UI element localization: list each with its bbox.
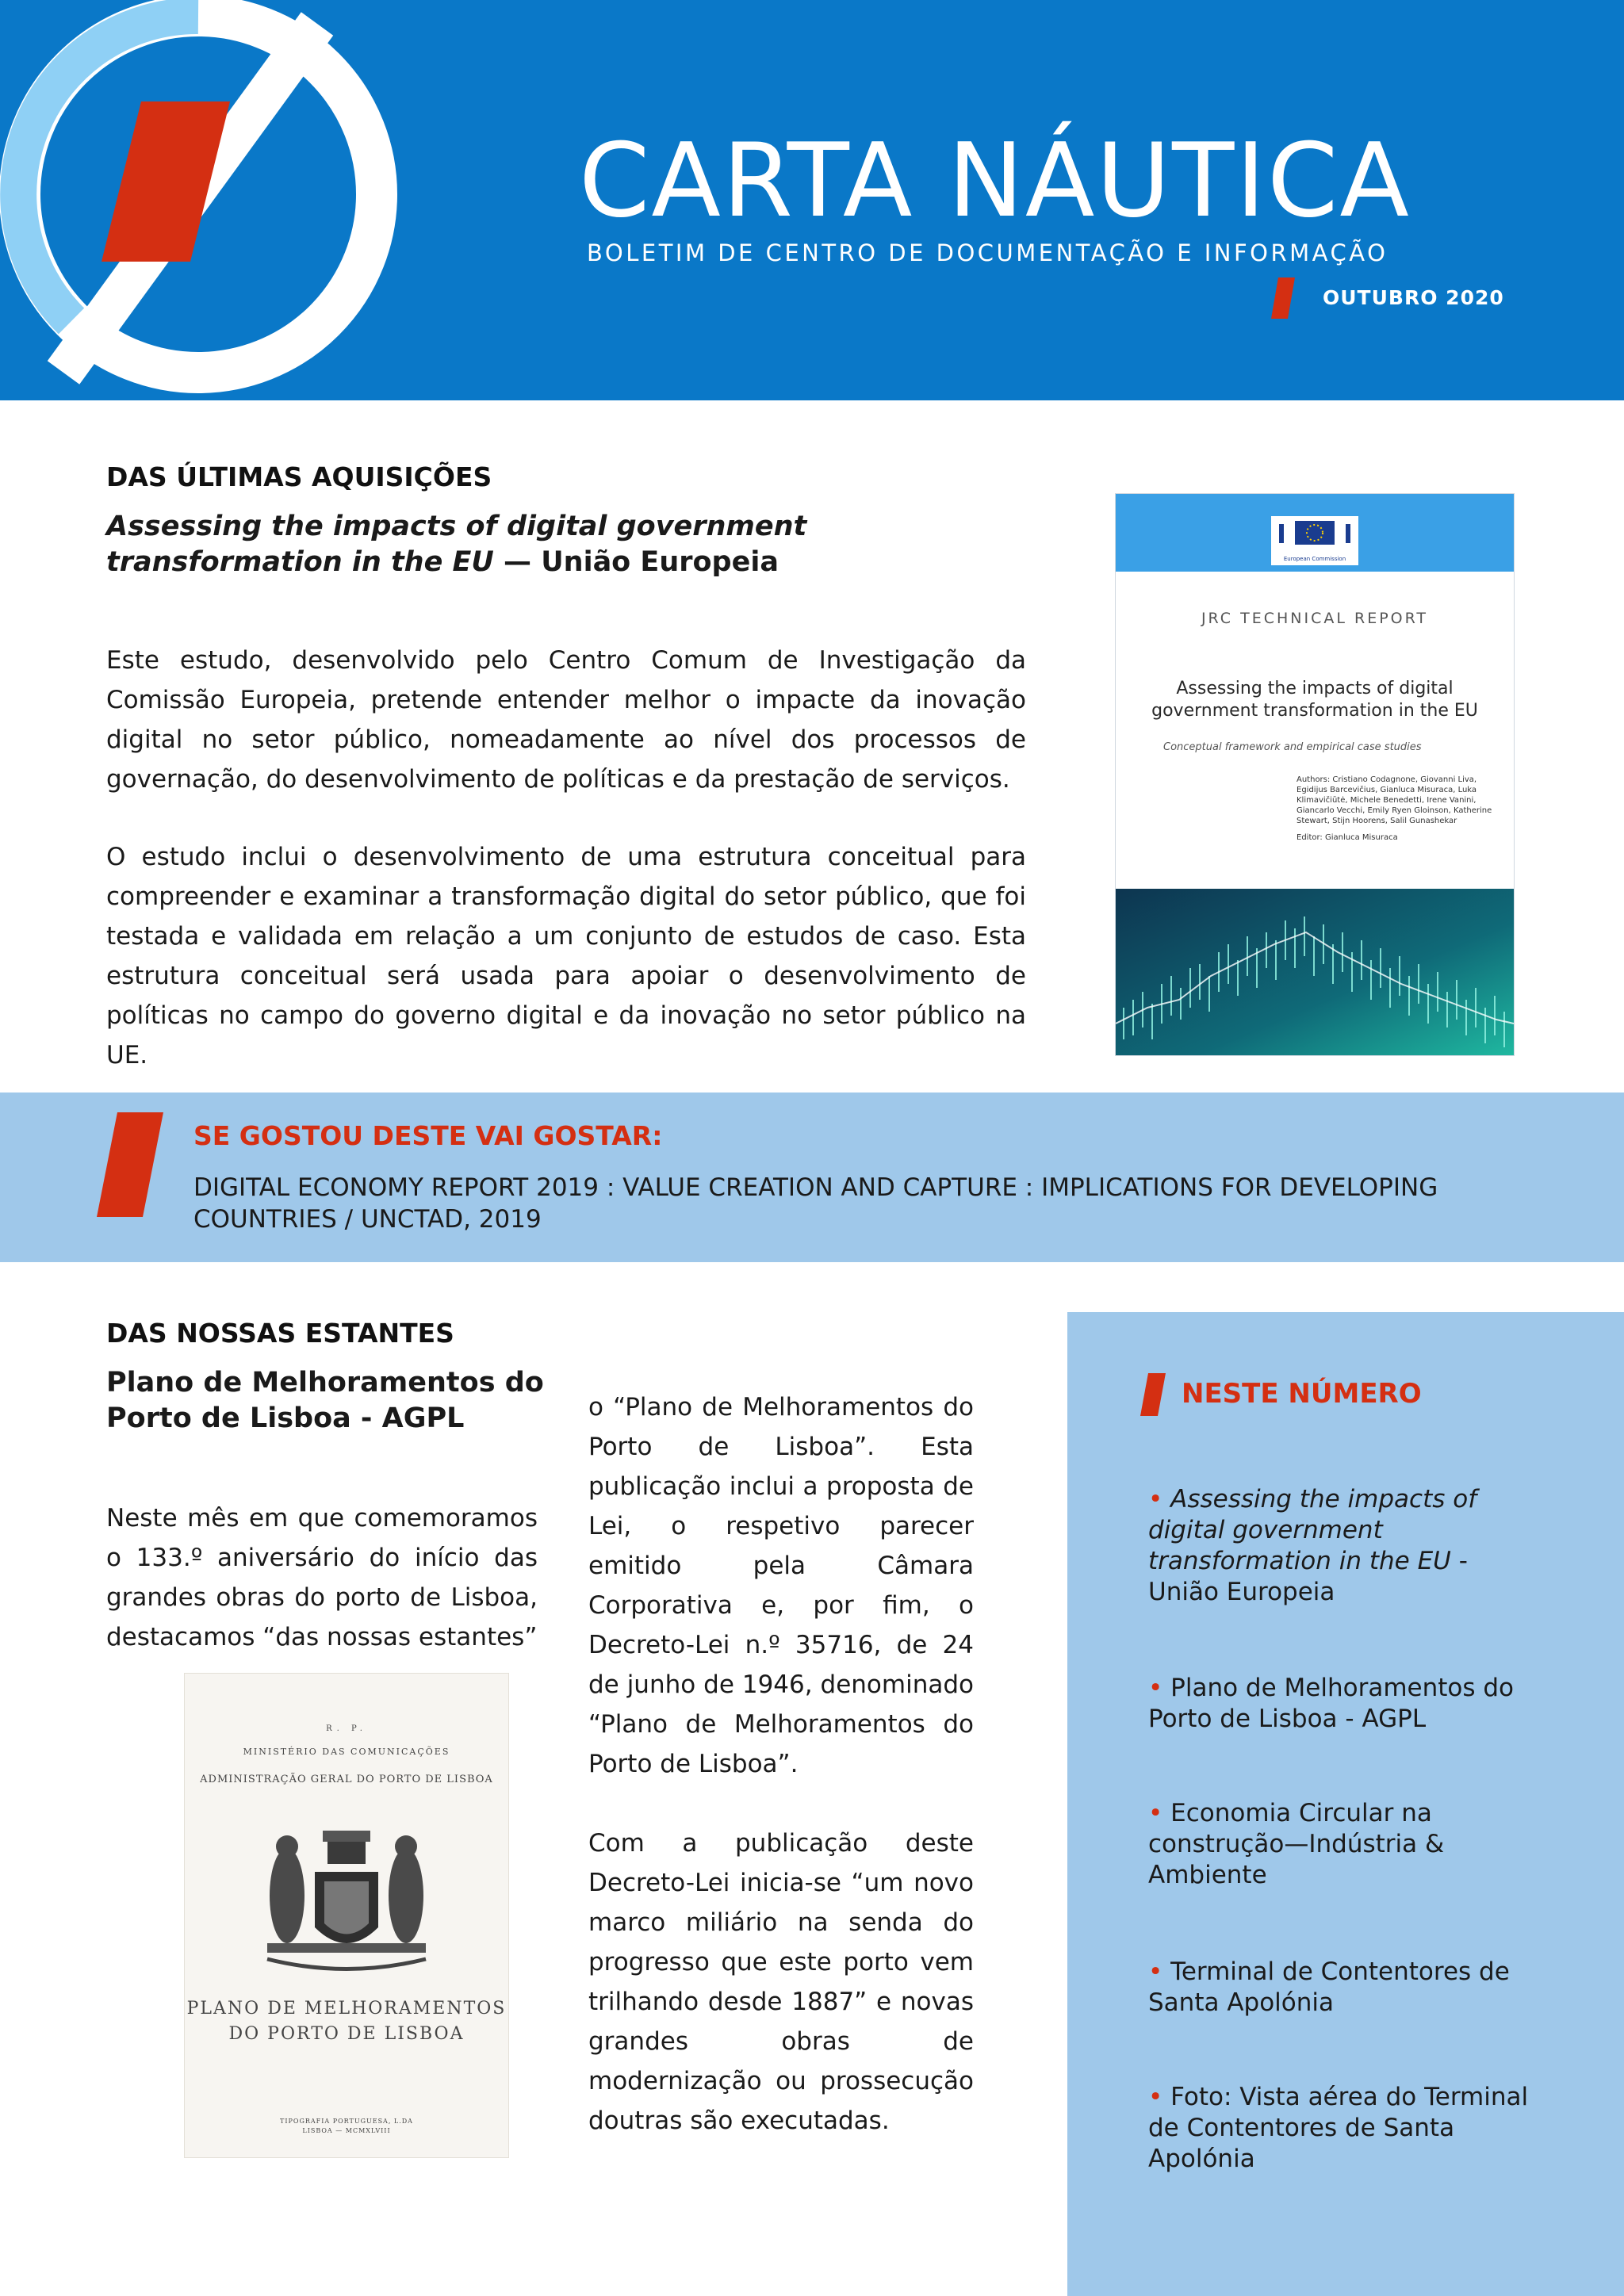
bullet-icon: • xyxy=(1148,1799,1163,1827)
cover-title: Assessing the impacts of digital government transformation in the EU xyxy=(1151,679,1478,721)
contents-item-text: Terminal de Contentores de Santa Apolónia xyxy=(1148,1957,1510,2017)
coat-of-arms-icon xyxy=(251,1808,442,2007)
plano-cover-initials: R. P. xyxy=(326,1724,367,1733)
newsletter-title: CARTA NÁUTICA xyxy=(579,122,1411,240)
contents-item-italic: Assessing the impacts of digital government transformation in the EU xyxy=(1148,1485,1477,1575)
article-paragraph-right-1: o “Plano de Melhoramentos do Porto de Lisboa”. Esta publicação inclui a proposta de Lei, o respetivo parecer emitido pela Câmara Corporativa e, por fim, o Decreto-Lei n.º 35716, de 24 de junho de 1946, denominado “Plano de Melhoramentos do Porto de Lisboa”. xyxy=(588,1393,974,1778)
newsletter-subtitle: BOLETIM DE CENTRO DE DOCUMENTAÇÃO E INFORMAÇÃO xyxy=(587,239,1388,266)
contents-item xyxy=(1148,1673,1545,1735)
report-cover-image xyxy=(1115,493,1515,1056)
slash-mark-icon xyxy=(97,1112,163,1217)
article-paragraph-2: O estudo inclui o desenvolvimento de uma estrutura conceitual para compreender e examinar a transformação digital do setor público, que foi testada e validada em relação a um conjunto de estudos de caso. Esta estrutura conceitual será usada para apoiar o desenvolvimento de políticas no campo do governo digital e da inovação no setor público na UE. xyxy=(106,843,1026,1070)
cover-series: JRC TECHNICAL REPORT xyxy=(1201,610,1429,627)
article-paragraph-1: Este estudo, desenvolvido pelo Centro Comum de Investigação da Comissão Europeia, pretende entender melhor o impacte da inovação digital no setor público, nomeadamente ao nível dos processos de governação, do desenvolvimento de políticas e da prestação de serviços. xyxy=(106,646,1026,794)
contents-item-text: Plano de Melhoramentos do Porto de Lisboa - AGPL xyxy=(1148,1674,1515,1733)
section-heading-acquisitions: DAS ÚLTIMAS AQUISIÇÕES xyxy=(106,461,492,492)
contents-item xyxy=(1148,1484,1545,1608)
article-title-italic: Assessing the impacts of digital government transformation in the EU xyxy=(106,511,807,578)
plano-cover-title-2: DO PORTO DE LISBOA xyxy=(228,2024,465,2044)
bullet-icon: • xyxy=(1148,2083,1163,2111)
stock-chart-illustration xyxy=(1116,889,1514,1055)
slash-mark-icon xyxy=(1140,1373,1166,1416)
slash-mark-icon xyxy=(1271,277,1295,319)
plano-cover-image xyxy=(184,1673,509,2158)
article-title-digital-government xyxy=(106,509,1042,580)
contents-item-text: Foto: Vista aérea do Terminal de Contentores de Santa Apolónia xyxy=(1148,2083,1529,2173)
plano-cover-title-1: PLANO DE MELHORAMENTOS xyxy=(186,1999,507,2019)
contents-item xyxy=(1148,2082,1545,2175)
article-title-plano: Plano de Melhoramentos do Porto de Lisboa - AGPL xyxy=(106,1367,544,1434)
article-paragraph-right-2: Com a publicação deste Decreto-Lei inicia-se “um novo marco miliário na senda do progresso que este porto vem trilhando desde 1887” e novas grandes obras de modernização ou prossecução doutras são executadas. xyxy=(588,1829,974,2135)
section-heading-shelves: DAS NOSSAS ESTANTES xyxy=(106,1318,454,1349)
anchor-logo-icon xyxy=(0,0,460,400)
masthead xyxy=(0,0,1624,400)
cover-editor: Editor: Gianluca Misuraca xyxy=(1297,833,1398,842)
cover-subtitle: Conceptual framework and empirical case studies xyxy=(1163,741,1422,753)
recommendation-heading: SE GOSTOU DESTE VAI GOSTAR: xyxy=(193,1120,663,1151)
bullet-icon: • xyxy=(1148,1674,1163,1702)
contents-item xyxy=(1148,1798,1545,1891)
plano-cover-printer: TIPOGRAFIA PORTUGUESA, L.DA xyxy=(280,2118,413,2125)
cover-authors: Authors: Cristiano Codagnone, Giovanni Liva, Egidijus Barcevičius, Gianluca Misuraca, Luka Klimavičiūtė, Michele Benedetti, Irene Vanini, Giancarlo Vecchi, Emily Ryen Gloinson, Katherine Stewart, Stijn Hoorens, Salil Gunashekar xyxy=(1297,775,1492,825)
contents-item-text: Economia Circular na construção—Indústria & Ambiente xyxy=(1148,1799,1445,1889)
plano-cover-ministry: MINISTÉRIO DAS COMUNICAÇÕES xyxy=(243,1747,450,1757)
recommendation-text: DIGITAL ECONOMY REPORT 2019 : VALUE CREATION AND CAPTURE : IMPLICATIONS FOR DEVELOPING COUNTRIES / UNCTAD, 2019 xyxy=(193,1173,1438,1234)
bullet-icon: • xyxy=(1148,1485,1163,1513)
contents-heading: NESTE NÚMERO xyxy=(1182,1378,1422,1410)
article-paragraph-left: Neste mês em que comemoramos o 133.º aniversário do início das grandes obras do porto de Lisboa, destacamos “das nossas estantes” xyxy=(106,1504,538,1651)
plano-cover-place-year: LISBOA — MCMXLVIII xyxy=(302,2127,391,2134)
cover-logo-caption: European Commission xyxy=(1283,556,1346,562)
bullet-icon: • xyxy=(1148,1957,1163,1986)
issue-date: OUTUBRO 2020 xyxy=(1323,286,1504,309)
cover-top-band xyxy=(1116,494,1514,572)
contents-item-rest: - União Europeia xyxy=(1148,1547,1468,1606)
article-title-source: — União Europeia xyxy=(493,546,779,578)
contents-item xyxy=(1148,1957,1545,2019)
plano-cover-administration: ADMINISTRAÇÃO GERAL DO PORTO DE LISBOA xyxy=(200,1774,493,1785)
article-column-right xyxy=(588,1387,974,2180)
